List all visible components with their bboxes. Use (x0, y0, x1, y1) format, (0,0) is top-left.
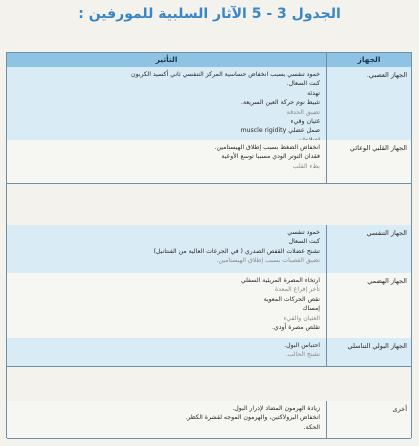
effect-item: تهدئة (307, 89, 320, 97)
effect-item: خمود تنفسي (287, 229, 320, 236)
effect-item: تشنج عضلات القفص الصدري ( في الجرعات العالية من الفنتانيل) (153, 247, 320, 255)
effect-item: تثبيط نوم حركة العين السريعة. (240, 99, 320, 107)
row-system: الجهاز الهضمي (367, 277, 407, 285)
table-row (7, 273, 411, 339)
effect-item: تأخر إفراغ المعدة (275, 286, 320, 294)
row-effects (7, 401, 327, 438)
header-effect: التأثير (7, 53, 327, 67)
row-system: الجهاز التنفسي (366, 229, 407, 237)
row-effects (7, 140, 327, 183)
effect-item: تضيق القصبات بسبب إطلاق الهيستامين. (216, 257, 320, 265)
effect-item: صمل عضلي muscle rigidity (240, 127, 320, 135)
row-effects (7, 273, 327, 338)
table-row (7, 225, 411, 274)
table-header (7, 53, 411, 68)
table-row (7, 401, 411, 439)
row-system: الجهاز البولي التناسلي (347, 342, 407, 350)
row-system: الجهاز القلبي الوعائي (349, 144, 407, 152)
effect-item: ارتخاء المصرة المريئية السفلي (240, 277, 320, 284)
effect-item: نقص الحركات المعوية (263, 295, 320, 303)
effect-item: إمساك (302, 305, 320, 313)
effect-item: تقلص مصرة أودي. (271, 324, 320, 332)
row-effects (7, 225, 327, 273)
row-effects (7, 338, 327, 366)
effect-item: الحكة. (303, 423, 320, 431)
effect-item: بطء القلب (292, 162, 320, 170)
effect-item: تضيق الحدقة (286, 108, 320, 116)
table-row (7, 140, 411, 184)
effect-item: تشنج الحالب. (285, 351, 320, 359)
effect-item: غثيان وقيء (290, 118, 320, 126)
effect-item: انخفاض الضغط بسبب إطلاق الهيستامين. (214, 144, 320, 151)
row-system: أخرى (392, 405, 407, 413)
effect-item: زيادة الهرمون المضاد لإدرار البول. (232, 405, 320, 412)
effect-item: انخفاض البرولاكتين، والهرمون الموجه لقشرة الكظر. (185, 414, 320, 422)
effect-item: احتباس البول. (284, 342, 320, 349)
effect-item: خمود تنفسي بسبب انخفاض حساسية المركز التنفسي ثاني أكسيد الكربون (131, 71, 320, 78)
header-system: الجهاز (357, 55, 381, 64)
table-row (7, 67, 411, 141)
effect-item: الغثيان والقيء (283, 314, 320, 322)
row-effects (7, 67, 327, 140)
effect-item: فقدان التوتر الودي مسببا توسع الأوعية (221, 153, 320, 161)
adverse-effects-table (6, 52, 412, 438)
effect-item: كبت السعال (288, 238, 320, 246)
table-row (7, 338, 411, 367)
row-system: الجهاز العصبي. (366, 71, 407, 79)
table-title: الجدول 3 - 5 الآثار السلبية للمورفين : (78, 6, 341, 22)
effect-item: كبت السعال. (286, 80, 320, 88)
